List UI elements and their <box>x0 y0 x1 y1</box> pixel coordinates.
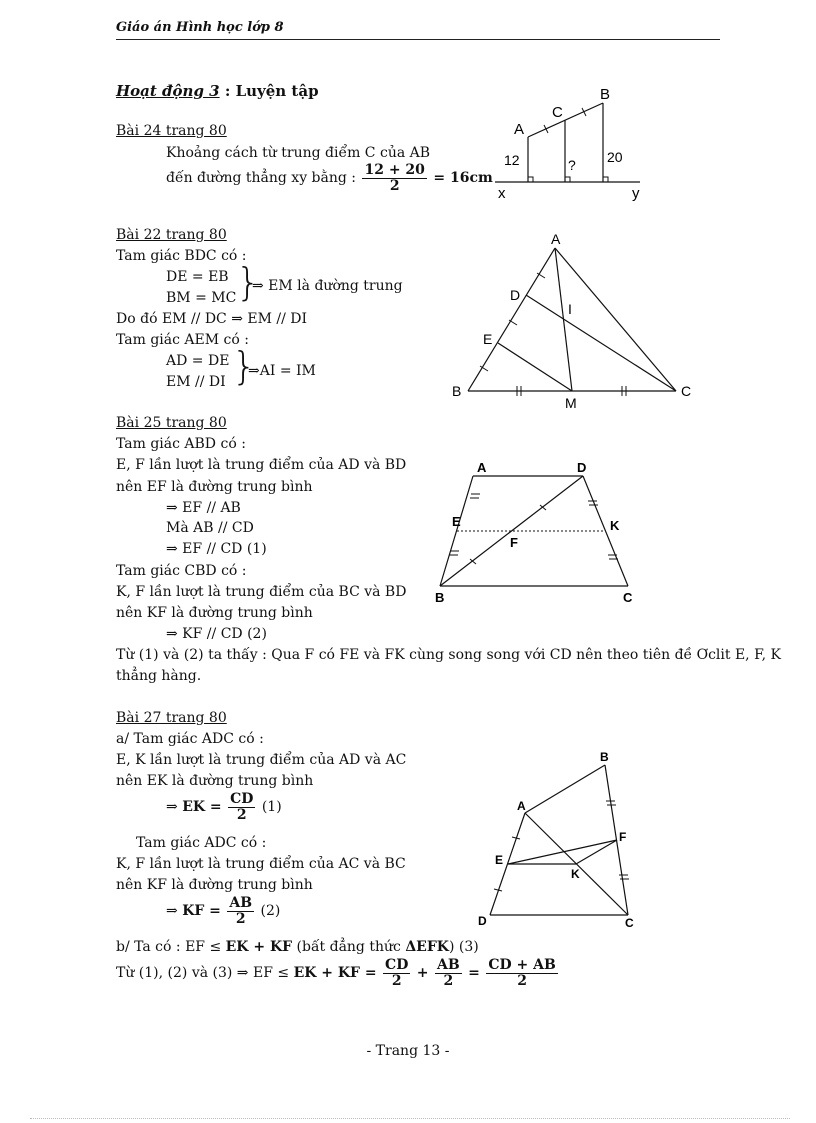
ex27-l7: nên KF là đường trung bình <box>116 877 313 893</box>
ex25-l3: nên EF là đường trung bình <box>116 479 313 495</box>
ex22-seg-EM <box>498 343 572 391</box>
ex22-label-C: C <box>681 383 692 399</box>
ex25-figure <box>430 458 650 608</box>
ex24-result: = 16cm <box>433 170 493 187</box>
ex22-seg-DC <box>526 295 676 391</box>
ex24-frac-den: 2 <box>389 177 400 194</box>
ex24-label-20: 20 <box>607 149 623 165</box>
ex27-f2-num: AB <box>436 957 460 973</box>
ex27-f1-num: CD <box>385 957 409 973</box>
activity-colon: : <box>219 82 236 100</box>
ex27-plus: + <box>416 965 429 982</box>
ex25-label-B: B <box>435 590 445 605</box>
ex24-label-q: ? <box>568 157 576 173</box>
ex24-right-angle1 <box>528 177 533 182</box>
ex27-l10b: EK + KF = <box>293 965 377 982</box>
ex27-l8-frac <box>227 896 254 926</box>
ex27-l4-ref: (1) <box>261 799 282 816</box>
ex25-l1: Tam giác ABD có : <box>116 436 246 452</box>
ex24-title: Bài 24 trang 80 <box>116 123 227 139</box>
ex25-label-C: C <box>623 590 633 605</box>
ex22-seg-BA <box>468 248 555 391</box>
ex24-line2-row <box>166 163 493 193</box>
ex27-f3-num: CD + AB <box>488 957 556 973</box>
ex22-l8: EM // DI <box>166 374 226 390</box>
ex27-l2: E, K lần lượt là trung điểm của AD và AC <box>116 752 407 768</box>
ex22-l3: BM = MC <box>166 290 237 306</box>
ex27-l4-arrow: ⇒ <box>166 799 178 816</box>
ex27-l8-den: 2 <box>235 910 246 927</box>
ex27-l4-row <box>166 792 282 822</box>
activity-label: Hoạt động 3 <box>116 82 220 100</box>
ex27-l8-ref: (2) <box>260 903 281 920</box>
ex27-l4-den: 2 <box>236 806 247 823</box>
ex25-l4: ⇒ EF // AB <box>166 500 241 516</box>
page-bottom-border <box>30 1118 790 1119</box>
header-title: Giáo án Hình học lớp 8 <box>116 20 284 35</box>
ex22-brace1: } <box>236 260 261 304</box>
ex22-l2: DE = EB <box>166 269 229 285</box>
ex27-label-A: A <box>517 799 526 813</box>
ex22-brace2: } <box>232 344 257 388</box>
ex25-title: Bài 25 trang 80 <box>116 415 227 431</box>
ex25-label-A: A <box>477 460 487 475</box>
ex27-label-F: F <box>619 830 627 844</box>
ex25-l2: E, F lần lượt là trung điểm của AD và BD <box>116 457 407 473</box>
header-rule <box>116 39 720 40</box>
ex22-title: Bài 22 trang 80 <box>116 227 227 243</box>
ex27-label-B: B <box>600 750 609 764</box>
ex25-l12: thẳng hàng. <box>116 668 202 684</box>
ex22-l7: AD = DE <box>166 353 230 369</box>
ex24-label-B: B <box>600 86 611 103</box>
ex27-f1 <box>383 958 410 988</box>
ex24-line1: Khoảng cách từ trung điểm C của AB <box>166 145 431 161</box>
ex25-label-E: E <box>452 514 461 529</box>
ex22-seg-AM <box>555 248 572 391</box>
ex24-figure <box>490 82 650 207</box>
ex24-label-12: 12 <box>504 152 520 168</box>
ex27-l9e: ) (3) <box>448 939 479 955</box>
ex24-fraction <box>362 163 426 193</box>
activity-heading <box>116 82 319 100</box>
ex27-f2 <box>435 958 462 988</box>
ex25-l8: K, F lần lượt là trung điểm của BC và BD <box>116 584 407 600</box>
ex24-label-C: C <box>552 104 563 121</box>
ex27-f2-den: 2 <box>443 972 454 989</box>
ex24-label-x: x <box>498 185 506 202</box>
ex27-f1-den: 2 <box>391 972 402 989</box>
ex27-l10a: Từ (1), (2) và (3) ⇒ EF ≤ <box>116 965 290 982</box>
ex27-l9b: EK + KF <box>225 939 293 955</box>
ex22-label-A: A <box>551 231 561 247</box>
ex27-f3 <box>486 958 557 988</box>
ex27-label-D: D <box>478 914 487 928</box>
page-number: - Trang 13 - <box>366 1043 450 1059</box>
ex27-l4-num: CD <box>230 791 254 807</box>
ex27-l9-row <box>116 939 479 955</box>
ex25-l10: ⇒ KF // CD (2) <box>166 626 267 642</box>
ex27-l9a: b/ Ta có : EF ≤ <box>116 939 222 955</box>
ex24-frac-num: 12 + 20 <box>364 162 425 178</box>
ex27-l10-row <box>116 958 560 988</box>
ex27-l9d: ΔEFK <box>405 939 449 955</box>
ex27-f3-den: 2 <box>517 972 527 989</box>
ex22-l4: ⇒ EM là đường trung <box>252 278 403 294</box>
ex22-seg-AC <box>555 248 676 391</box>
ex22-label-M: M <box>565 395 577 411</box>
ex27-l4-ek: EK = <box>182 799 222 816</box>
ex27-l8-row <box>166 896 280 926</box>
ex27-l6: K, F lần lượt là trung điểm của AC và BC <box>116 856 406 872</box>
ex27-seg-KF <box>576 840 617 864</box>
ex25-l7: Tam giác CBD có : <box>116 563 247 579</box>
ex22-l6: Tam giác AEM có : <box>116 332 249 348</box>
ex27-l8-kf: KF = <box>182 903 221 920</box>
ex22-label-I: I <box>568 301 572 317</box>
activity-title: Luyện tập <box>235 82 319 100</box>
ex27-figure <box>470 745 645 930</box>
ex24-line2: đến đường thẳng xy bằng : <box>166 170 357 187</box>
ex22-l9: ⇒AI = IM <box>248 363 316 379</box>
ex22-label-D: D <box>510 287 521 303</box>
ex27-eq: = <box>468 965 480 982</box>
ex24-label-y: y <box>632 185 640 202</box>
ex24-label-A: A <box>514 121 525 138</box>
ex25-label-F: F <box>510 535 518 550</box>
ex25-label-K: K <box>610 518 620 533</box>
ex24-right-angle2 <box>565 177 570 182</box>
ex25-l11: Từ (1) và (2) ta thấy : Qua F có FE và FK cùng song song với CD nên theo tiên đề Ơclit E, F, K <box>116 647 781 663</box>
ex27-l5: Tam giác ADC có : <box>136 835 267 851</box>
ex25-l5: Mà AB // CD <box>166 520 254 536</box>
ex24-right-angle3 <box>603 177 608 182</box>
ex27-label-C: C <box>625 916 634 930</box>
ex27-label-K: K <box>571 867 580 881</box>
ex27-seg-EF <box>508 840 617 864</box>
ex25-l6: ⇒ EF // CD (1) <box>166 541 267 557</box>
ex27-l4-frac <box>228 792 255 822</box>
ex25-seg-AB <box>440 476 473 586</box>
ex22-l5: Do đó EM // DC ⇒ EM // DI <box>116 311 308 327</box>
ex27-seg-AB <box>525 765 605 813</box>
ex27-l1: a/ Tam giác ADC có : <box>116 731 264 747</box>
ex27-label-E: E <box>495 853 504 867</box>
ex27-l3: nên EK là đường trung bình <box>116 773 314 789</box>
ex22-l1: Tam giác BDC có : <box>116 248 247 264</box>
ex22-label-B: B <box>452 383 462 399</box>
ex22-label-E: E <box>483 331 493 347</box>
ex27-l9c: (bất đẳng thức <box>296 939 401 955</box>
ex27-l8-arrow: ⇒ <box>166 903 178 920</box>
ex27-l8-num: AB <box>229 895 253 911</box>
ex25-label-D: D <box>577 460 587 475</box>
ex22-figure <box>448 228 698 413</box>
ex27-title: Bài 27 trang 80 <box>116 710 227 726</box>
ex25-l9: nên KF là đường trung bình <box>116 605 313 621</box>
